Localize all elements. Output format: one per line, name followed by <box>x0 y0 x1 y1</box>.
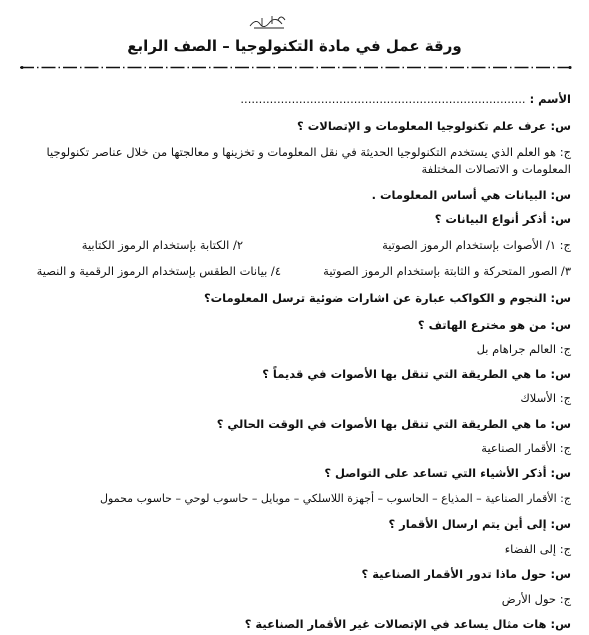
title-divider <box>20 66 572 69</box>
name-line <box>18 92 571 107</box>
question-5: س: ما هي الطريقة التي تنقل بها الأصوات في الوقت الحالي ؟ <box>216 417 571 431</box>
answer-6: ج: الأقمار الصناعية – المذياع – الحاسوب – أجهزة اللاسلكي – موبايل – حاسوب لوحي – حاسوب محمول <box>100 492 571 505</box>
name-field[interactable]: .............................................................................. <box>240 92 526 106</box>
answer-8: ج: حول الأرض <box>501 592 571 606</box>
statement-data: س: البيانات هي أساس المعلومات . <box>371 188 571 202</box>
worksheet-title: ورقة عمل في مادة التكنولوجيا – الصف الرابع <box>127 37 462 55</box>
question-2: س: أذكر أنواع البيانات ؟ <box>434 212 571 226</box>
data-type-2: ٢/ الكتابة بإستخدام الرموز الكتابية <box>81 238 243 252</box>
basmala-calligraphy <box>248 12 288 32</box>
answer-7: ج: إلى الفضاء <box>504 542 571 556</box>
data-type-4: ٤/ بيانات الطقس بإستخدام الرموز الرقمية و النصية <box>36 264 281 278</box>
question-4: س: ما هي الطريقة التي تنقل بها الأصوات في قديماً ؟ <box>262 367 571 381</box>
question-8: س: حول ماذا تدور الأقمار الصناعية ؟ <box>361 567 571 581</box>
answer-4: ج: الأسلاك <box>520 391 571 405</box>
question-1: س: عرف علم تكنولوجيا المعلومات و الإتصالات ؟ <box>297 119 571 133</box>
answer-1-line-2: المعلومات و الاتصالات المختلفة <box>421 162 571 176</box>
statement-stars: س: النجوم و الكواكب عبارة عن اشارات ضوئية ترسل المعلومات؟ <box>203 291 571 305</box>
answer-3: ج: العالم جراهام بل <box>476 342 571 356</box>
question-3: س: من هو مخترع الهاتف ؟ <box>417 318 571 332</box>
name-label: الأسم : <box>529 92 571 106</box>
question-9: س: هات مثال يساعد في الإتصالات غير الأقمار الصناعية ؟ <box>244 617 571 631</box>
question-6: س: أذكر الأشياء التي تساعد على التواصل ؟ <box>324 466 571 480</box>
question-7: س: إلى أين يتم ارسال الأقمار ؟ <box>388 517 571 531</box>
data-type-3: ٣/ الصور المتحركة و الثابتة بإستخدام الرموز الصوتية <box>323 264 571 278</box>
answer-5: ج: الأقمار الصناعية <box>481 441 571 455</box>
data-type-1: ج: ١/ الأصوات بإستخدام الرموز الصوتية <box>382 238 571 252</box>
answer-1-line-1: ج: هو العلم الذي يستخدم التكنولوجيا الحديثة في نقل المعلومات و تخزينها و معالجتها من خلال عناصر تكنولوجيا <box>46 145 571 159</box>
